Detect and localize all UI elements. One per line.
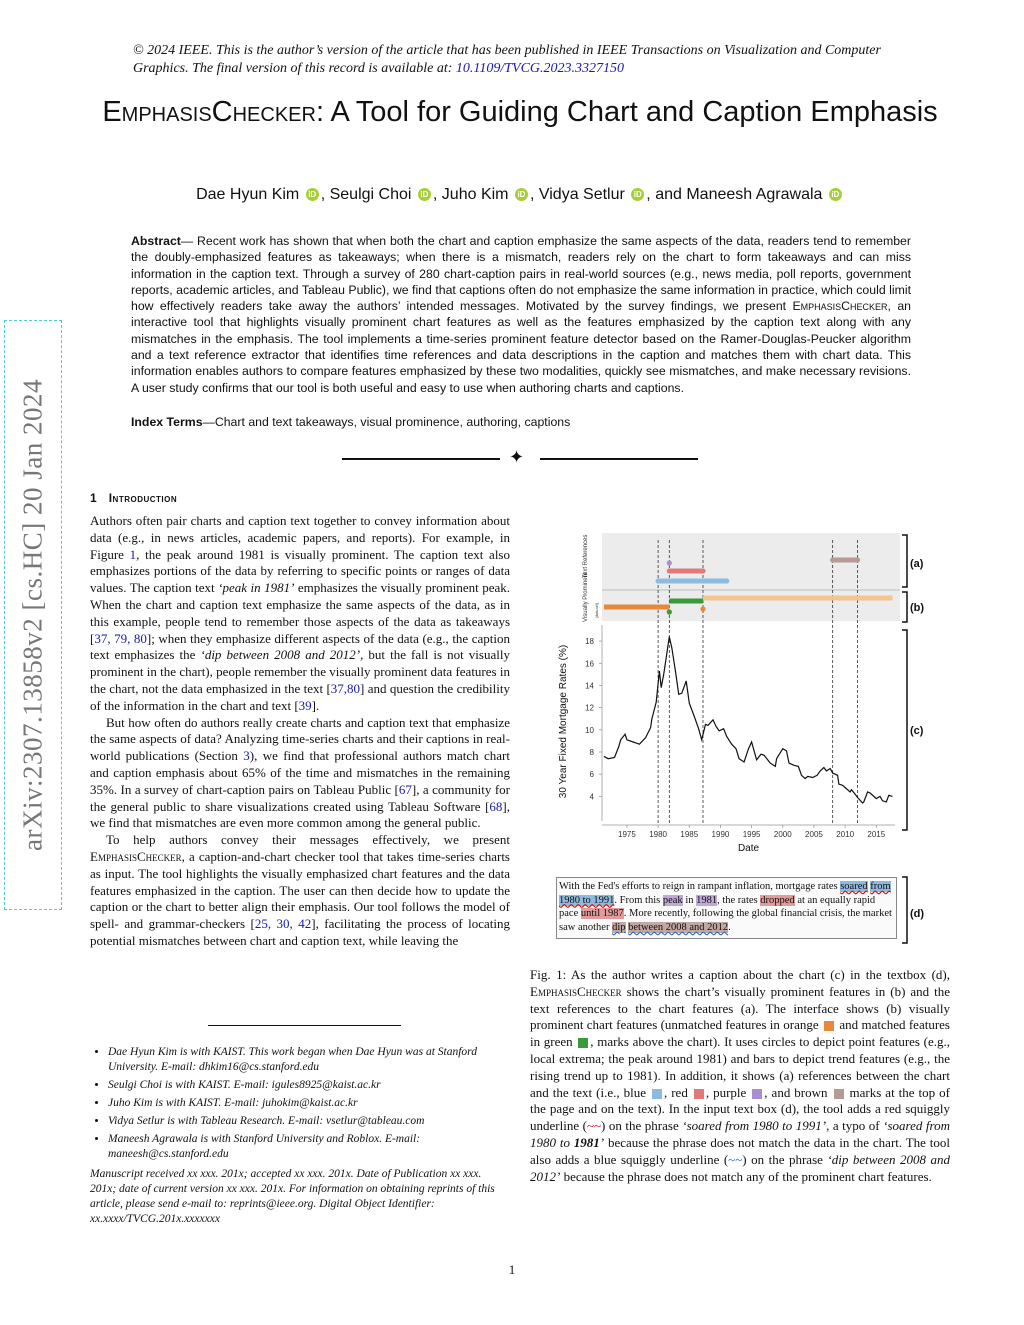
- series-line: [604, 637, 893, 803]
- title-tool-name: EmphasisChecker: [102, 96, 316, 128]
- orcid-icon[interactable]: iD: [829, 188, 842, 201]
- y-tick-label: 4: [589, 792, 594, 802]
- text: , the peak around 1981 is visually prominent. The caption text also emphasizes portions of the data by referring to specific points or ranges of data values. The caption text: [90, 546, 510, 596]
- text: ].: [311, 697, 320, 713]
- text: , a caption-and-chart checker tool that takes time-series charts as input. The tool highlights the visually emphasized chart features and the data features emphasized in the caption. The user can then decide how to update the caption or the chart to better align their emphasis. Our tool follows the model of spell- and grammar-checkers [: [90, 848, 510, 932]
- highlight-1981: 1981: [696, 894, 718, 906]
- abstract: [131, 233, 911, 396]
- citation-link[interactable]: 25, 30, 42: [254, 916, 312, 932]
- quote: ‘dip between 2008 and 2012’: [200, 647, 361, 663]
- tool-name: EmphasisChecker: [530, 983, 622, 999]
- x-tick-label: 2010: [836, 830, 855, 839]
- divider-line: [540, 458, 698, 460]
- y-tick-label: 8: [589, 748, 594, 757]
- abstract-dash: —: [180, 234, 194, 248]
- y-axis-label: 30 Year Fixed Mortgage Rates (%): [558, 644, 569, 799]
- x-tick-label: 2005: [805, 830, 823, 839]
- text: because the phrase does not match any of the prominent chart features.: [560, 1168, 932, 1184]
- small-label: [data-set]: [595, 603, 599, 618]
- text: Fig. 1: As the author writes a caption about the chart (c) in the textbox (d),: [530, 967, 950, 982]
- text: and matched features in green: [530, 1017, 950, 1050]
- x-tick-label: 2015: [867, 830, 886, 839]
- caption-input-textbox[interactable]: [556, 877, 897, 939]
- bracket-a: [902, 535, 907, 587]
- text: marks at the top of the page and on the text). In the input text box (d), the tool adds a red squiggly underline (: [530, 1084, 950, 1134]
- highlight-peak: peak: [662, 894, 683, 906]
- author-separator: ,: [320, 186, 326, 203]
- text: shows the chart’s visually prominent features in (b) and the text references to the chart features (a). The interface shows (b) visually prominent chart features (unmatched features in orange: [530, 983, 950, 1033]
- label-b: (b): [910, 602, 925, 614]
- orcid-icon[interactable]: iD: [515, 188, 528, 201]
- green-prominent-bar: [669, 599, 703, 604]
- highlight-from-1980-to-1991: from 1980 to 1991: [559, 881, 891, 906]
- author-separator: ,: [529, 186, 535, 203]
- text: because the phrase does not match the data in the chart. The tool also adds a blue squiggly underline (: [530, 1134, 950, 1167]
- index-terms-label: Index Terms: [131, 415, 203, 429]
- bracket-d: [902, 877, 907, 943]
- author-name: Juho Kim: [441, 186, 509, 203]
- section-ref-link[interactable]: 3: [243, 748, 250, 764]
- text: ], a community for the general public to share visualizations created using Tableau Software [: [90, 781, 510, 814]
- arxiv-id[interactable]: arXiv:2307.13858v2 [cs.HC] 20 Jan 2024: [17, 379, 48, 851]
- author-separator: ,: [432, 186, 438, 203]
- footnote-item: • Juho Kim is with KAIST. E-mail: juhokim@kaist.ac.kr: [108, 1096, 510, 1111]
- red-reference-dot: [667, 568, 672, 573]
- quote-bold: 1981: [573, 1134, 600, 1150]
- text: , and brown: [764, 1084, 832, 1100]
- brown-reference-dot: [830, 557, 835, 562]
- copyright-text: © 2024 IEEE. This is the author’s version of the article that has been published in IEEE Transactions on Visualization and Computer Graphics. The final version of this record is available at:: [133, 43, 881, 76]
- footnote-rule: [208, 1025, 401, 1026]
- author-name: Seulgi Choi: [329, 186, 412, 203]
- text: With the Fed's efforts to reign in rampant inflation, mortgage rates: [559, 881, 841, 892]
- arxiv-stamp: [4, 320, 62, 910]
- y-tick-label: 18: [585, 637, 594, 647]
- quote: ‘soared from 1980 to: [530, 1118, 951, 1150]
- abstract-label: Abstract: [131, 234, 181, 248]
- footnotes: [90, 1045, 510, 1165]
- label-d: (d): [910, 908, 925, 920]
- blue-reference-dot: [724, 578, 729, 583]
- blue-squiggle-icon: ~~: [728, 1151, 743, 1167]
- manuscript-note: Manuscript received xx xxx. 201x; accepted xx xxx. 201x. Date of Publication xx xxx. 201x; date of current version xx xxx. 201x. For information on obtaining reprints of this article, please send e-mail to: reprints@ieee.org. Digital Object Identifier: xx.xxxx/TVCG.201x.xxxxxxx: [90, 1168, 495, 1225]
- figure-caption: [530, 967, 950, 1185]
- paragraph: [90, 832, 510, 950]
- highlight-soared: soared: [840, 881, 868, 892]
- text: , the rates: [717, 894, 761, 906]
- author-list: [100, 186, 940, 204]
- x-tick-label: 1975: [618, 830, 636, 839]
- orange-prominent-dot: [700, 606, 705, 611]
- tool-name: EmphasisChecker: [792, 299, 888, 314]
- text: in: [682, 894, 697, 906]
- text: , a typo of: [826, 1118, 884, 1134]
- text: Authors often pair charts and caption text together to convey information about data (e.g., in news articles, academic papers, and reports). For example, in Figure: [90, 513, 510, 562]
- text: ) on the phrase: [742, 1151, 828, 1167]
- text: . More recently, following the global financial crisis, the market saw another: [559, 908, 892, 933]
- bracket-b: [902, 592, 907, 622]
- text: at an equally rapid pace: [559, 894, 876, 920]
- y-tick-label: 16: [585, 659, 594, 669]
- orcid-icon[interactable]: iD: [418, 188, 431, 201]
- abstract-text: , an interactive tool that highlights visually prominent chart features as well as the features emphasized by the caption text along with any mismatches in the emphasis. The tool implements a time-series prominent feature detector based on the Ramer-Douglas-Peucker algorithm and a text reference extractor that identifies time references and data descriptions in the caption and matches them with chart data. This information enables authors to compare features emphasized by these two modalities, quickly see mismatches, and make necessary revisions. A user study confirms that our tool is both useful and easy to use when authoring charts and captions.: [131, 299, 911, 395]
- highlight-dropped: dropped: [760, 894, 795, 906]
- bracket-c: [902, 630, 907, 830]
- visually-prominent-label: Visually Prominent: [583, 572, 589, 622]
- citation-link[interactable]: 68: [489, 798, 503, 814]
- text: To help authors convey their messages effectively, we present: [106, 832, 510, 848]
- author-name: Vidya Setlur: [538, 186, 625, 203]
- author-name: Maneesh Agrawala: [686, 186, 823, 203]
- red-squiggle-icon: ~~: [586, 1118, 602, 1134]
- section-number: 1: [90, 491, 98, 505]
- x-tick-label: 1985: [680, 830, 699, 839]
- x-tick-label: 1980: [649, 830, 668, 839]
- blue-reference-bar: [658, 579, 727, 584]
- x-axis-label: Date: [737, 843, 760, 854]
- section-heading: [90, 491, 177, 505]
- y-tick-label: 12: [585, 703, 594, 713]
- text: emphasizes the visually prominent peak. When the chart and caption text emphasize the same aspects of the data, as in this example, people tend to remember those aspects of the data as takeaways [: [90, 580, 510, 646]
- text: , red: [663, 1084, 692, 1100]
- label-c: (c): [910, 725, 924, 737]
- purple-reference-dot: [667, 560, 672, 565]
- red-reference-dot: [700, 568, 705, 573]
- paragraph: [90, 715, 510, 833]
- text: ], we find that mismatches are even more common among the general public.: [90, 798, 510, 831]
- footnote-item: • Dae Hyun Kim is with KAIST. This work began when Dae Hyun was at Stanford University. E-mail: dhkim16@cs.stanford.edu: [108, 1045, 510, 1075]
- footnote-item: • Vidya Setlur is with Tableau Research. E-mail: vsetlur@tableau.com: [108, 1114, 510, 1129]
- x-tick-label: 2000: [773, 830, 792, 839]
- green-prominent-dot: [667, 609, 672, 614]
- text: .: [728, 921, 731, 933]
- text: ], facilitating the process of locating potential mismatches between chart and caption text, while leaving the: [90, 916, 511, 948]
- highlight-until-1987: until 1987: [580, 908, 624, 920]
- highlight-dip: dip: [612, 921, 626, 933]
- citation-link[interactable]: 37,80: [330, 680, 361, 696]
- text: , purple: [705, 1084, 751, 1100]
- text: , but the fall is not visually prominent in the chart), people remember the visually prominent data features in the chart, not the data emphasized in the text [: [90, 647, 510, 696]
- text: . From this: [614, 894, 663, 906]
- section-title: Introduction: [108, 491, 178, 505]
- text: But how often do authors really create charts and caption text that emphasize the same aspects of data? Analyzing time-series charts and their captions in real-world publications (Section: [90, 714, 510, 764]
- tool-name: EmphasisChecker: [90, 848, 182, 864]
- text: ) on the phrase: [601, 1118, 683, 1134]
- paper-title: [100, 93, 940, 131]
- index-terms-text: —Chart and text takeaways, visual prominence, authoring, captions: [202, 415, 571, 429]
- orange-swatch: [824, 1021, 834, 1031]
- y-tick-label: 10: [585, 725, 594, 735]
- body-text: [90, 513, 510, 950]
- doi-link[interactable]: 10.1109/TVCG.2023.3327150: [455, 61, 625, 76]
- author-separator: , and: [646, 186, 682, 203]
- purple-swatch: [752, 1089, 762, 1099]
- red-swatch: [694, 1089, 704, 1099]
- blue-reference-dot: [656, 578, 661, 583]
- title-rest: : A Tool for Guiding Chart and Caption Emphasis: [315, 96, 938, 128]
- orcid-icon[interactable]: iD: [631, 188, 644, 201]
- label-a: (a): [910, 558, 924, 570]
- author-name: Dae Hyun Kim: [196, 186, 300, 203]
- citation-link[interactable]: 39: [298, 697, 312, 713]
- y-tick-label: 6: [589, 770, 594, 780]
- x-tick-label: 1990: [711, 830, 730, 839]
- text: ), we find that professional authors match chart and caption emphasis about 65% of the time and mismatches in the remaining 35%. In a survey of chart-caption pairs on Tableau Public [: [90, 748, 511, 797]
- copyright-notice: [133, 42, 913, 78]
- orcid-icon[interactable]: iD: [306, 188, 319, 201]
- quote: ‘peak in 1981’: [218, 580, 295, 596]
- orange-prominent-bar: [604, 605, 669, 610]
- index-terms: [131, 415, 911, 429]
- abstract-text: Recent work has shown that when both the chart and caption emphasize the same aspects of the data, readers tend to remember the doubly-emphasized features as takeaways; when there is a mismatch, readers rely on the chart to form takeaways and can miss information in the caption text. Through a survey of 280 chart-caption pairs in real-world sources (e.g., news media, poll reports, government reports, academic articles, and Tableau Public), we find that captions often do not emphasize the same information in practice, which could limit how effectively readers take away the authors’ intended messages. Motivated by the survey findings, we present: [131, 234, 911, 314]
- brown-swatch: [834, 1089, 844, 1099]
- highlight-between-2008-and-2012: between 2008 and 2012: [628, 921, 729, 933]
- footnote-item: • Seulgi Choi is with KAIST. E-mail: igules8925@kaist.ac.kr: [108, 1078, 510, 1093]
- footnote-item: • Maneesh Agrawala is with Stanford University and Roblox. E-mail: maneesh@cs.stanford.edu: [108, 1132, 510, 1162]
- quote: ‘dip between 2008 and 2012’: [530, 1151, 950, 1184]
- green-swatch: [578, 1038, 588, 1048]
- page-number: 1: [508, 1262, 516, 1277]
- text: , marks above the chart). It uses circles to depict point features (e.g., local extrema; the peak around 1981) and bars to depict trend features (e.g., the rising trend up to 1981). In addition, it shows (a) references between the chart and the text (i.e., blue: [530, 1034, 950, 1100]
- citation-link[interactable]: 37, 79, 80: [94, 630, 147, 646]
- red-reference-bar: [669, 569, 703, 574]
- quote: ‘soared from 1980 to 1991’: [682, 1118, 827, 1134]
- quote: ’: [599, 1134, 605, 1150]
- blue-swatch: [652, 1089, 662, 1099]
- text-references-label: Text References: [583, 534, 589, 578]
- section-divider: [342, 447, 698, 468]
- brown-reference-bar: [833, 558, 858, 563]
- text: ]; when they emphasize different aspects of the data (e.g., the caption text emphasizes the: [90, 630, 510, 663]
- paragraph: [90, 513, 510, 715]
- brown-reference-dot: [855, 557, 860, 562]
- star-icon: ✦: [509, 447, 525, 467]
- text: ] and question the credibility of the information in the chart and text [: [90, 680, 510, 713]
- citation-link[interactable]: 67: [398, 781, 412, 797]
- x-tick-label: 1995: [742, 830, 761, 839]
- y-tick-label: 14: [585, 681, 594, 691]
- divider-line: [342, 458, 500, 460]
- figure-ref-link[interactable]: 1: [129, 546, 137, 562]
- orange-prominent-bar: [703, 596, 893, 601]
